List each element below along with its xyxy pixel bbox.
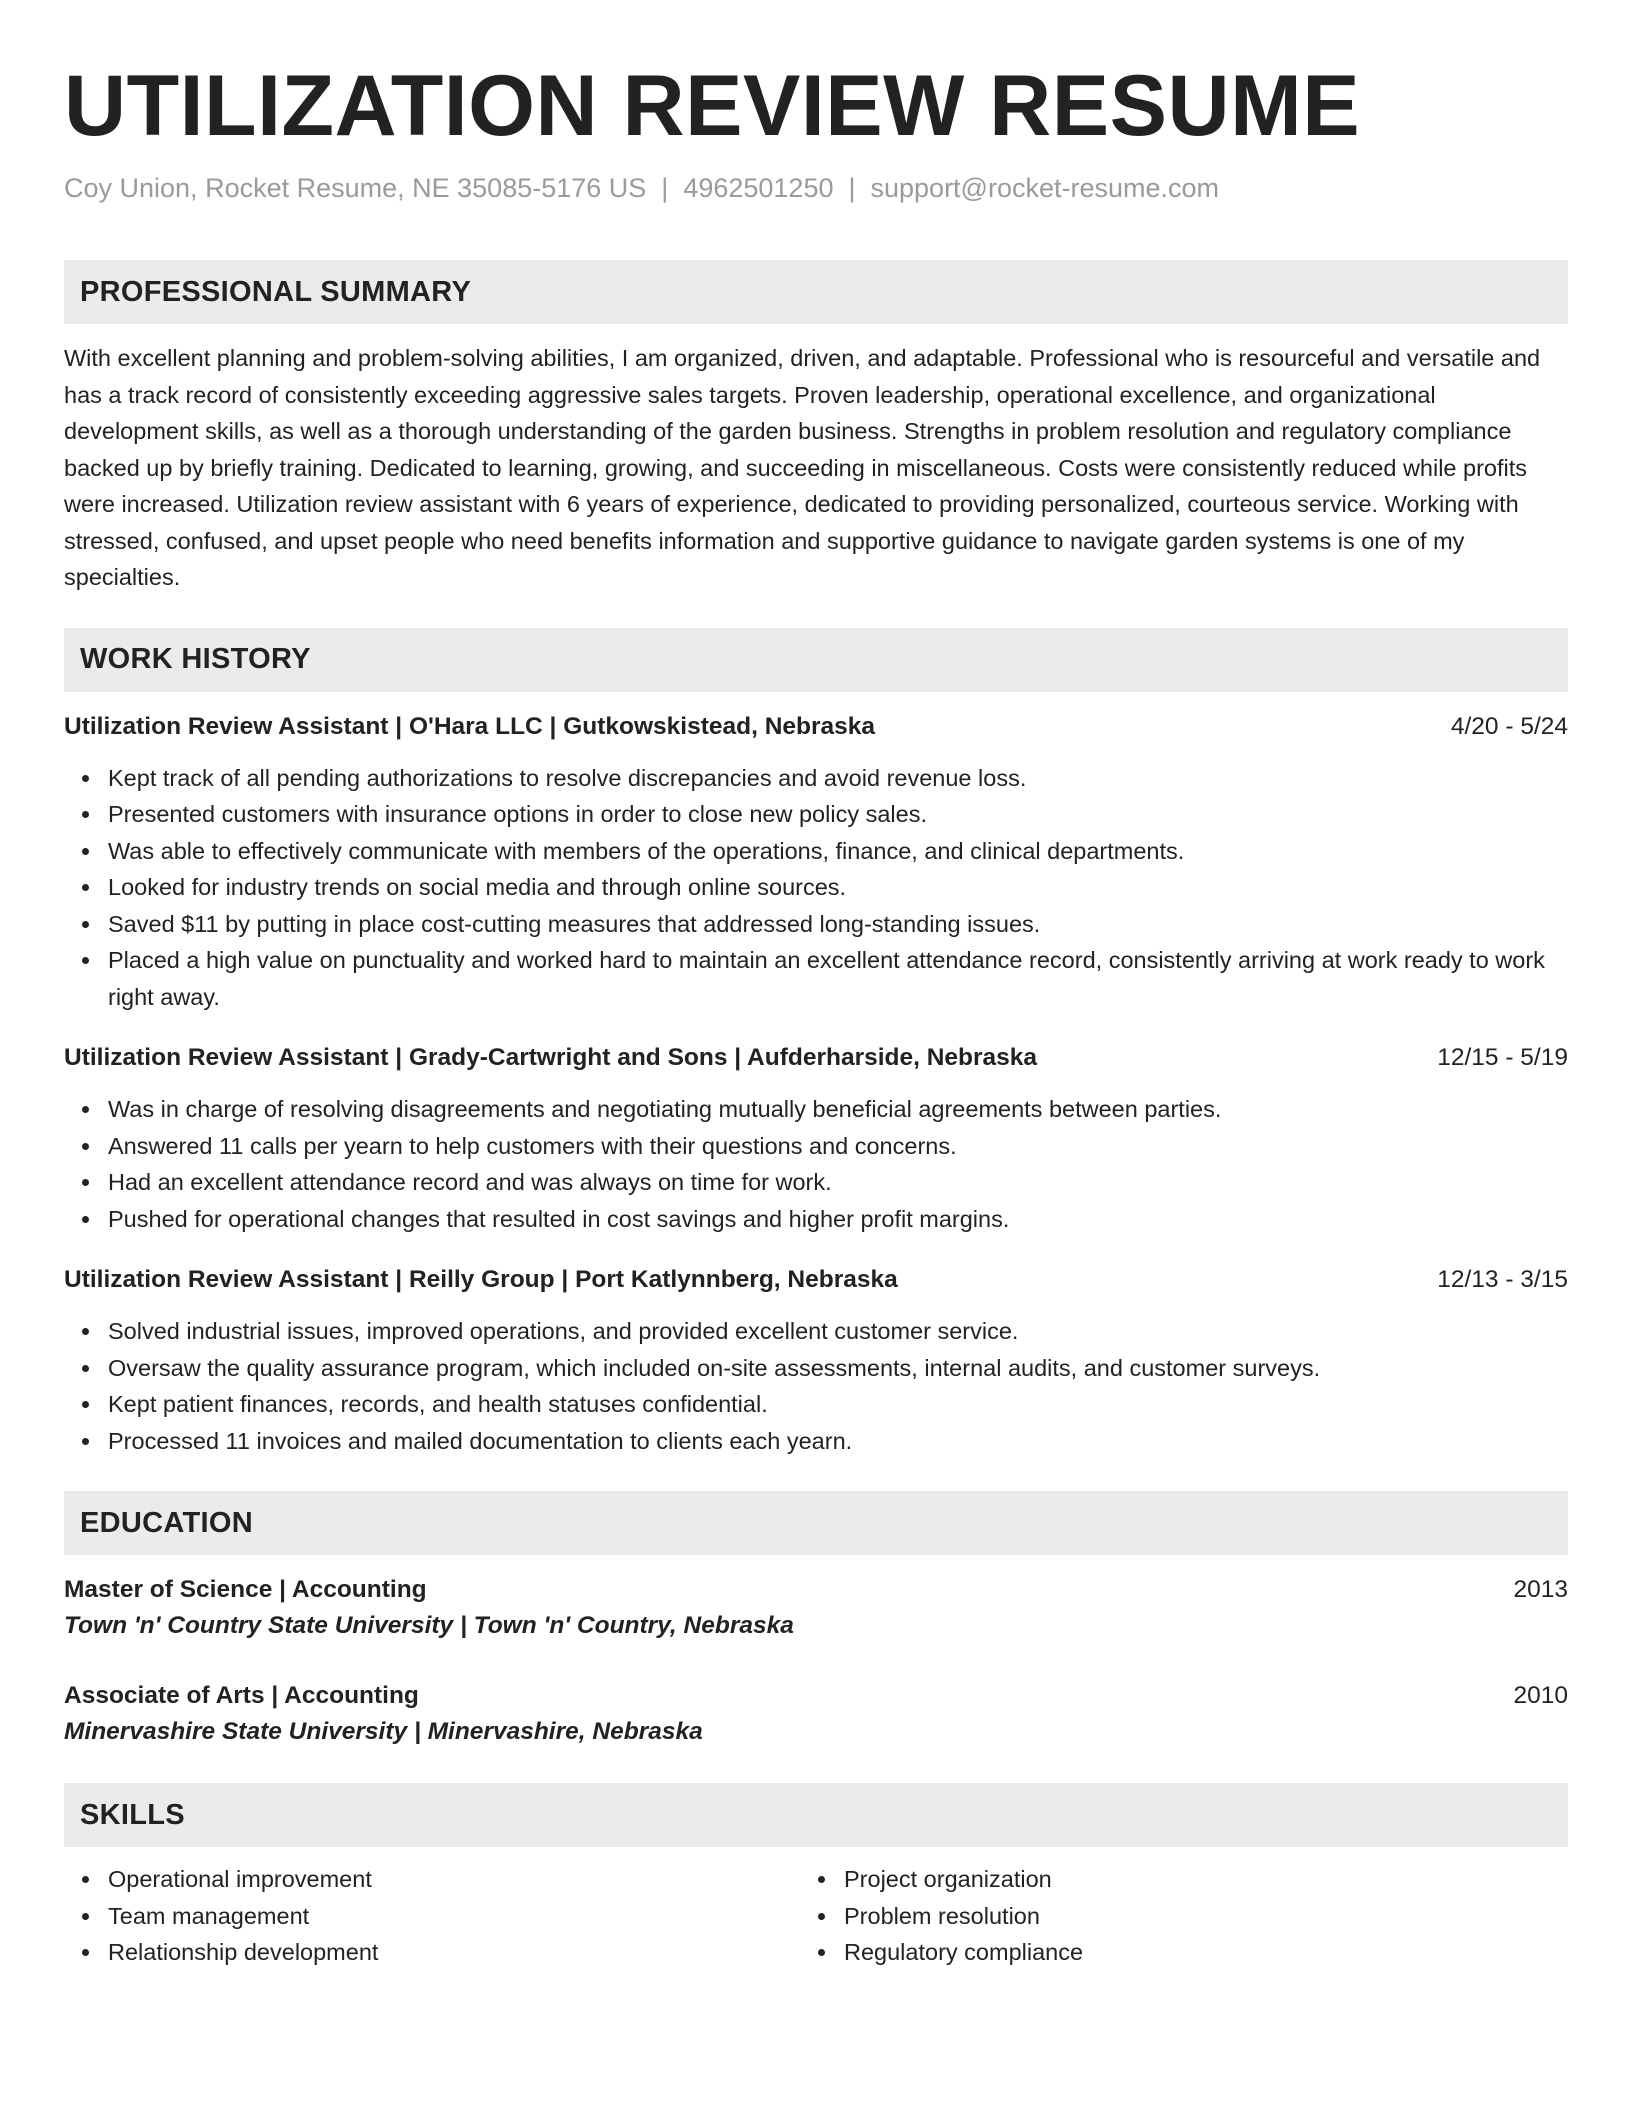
- education-school: Minervashire State University | Minervashire, Nebraska: [64, 1718, 703, 1745]
- section-header-skills: SKILLS: [64, 1783, 1568, 1847]
- skill-item: Operational improvement: [64, 1861, 800, 1898]
- skills-column-right: [800, 1861, 1568, 1971]
- skills-list: [800, 1861, 1568, 1971]
- job-bullet: Pushed for operational changes that resulted in cost savings and higher profit margins.: [64, 1201, 1568, 1238]
- contact-separator: |: [661, 173, 669, 203]
- job-bullet-list: [64, 1313, 1568, 1459]
- job-bullet-list: [64, 760, 1568, 1016]
- job-bullet: Saved $11 by putting in place cost-cutting measures that addressed long-standing issues.: [64, 906, 1568, 943]
- job-entry: [64, 1263, 1568, 1459]
- job-title: Utilization Review Assistant | Reilly Group | Port Katlynnberg, Nebraska: [64, 1266, 898, 1293]
- job-header: [64, 1041, 1568, 1075]
- job-bullet-list: [64, 1091, 1568, 1237]
- skill-item: Regulatory compliance: [800, 1934, 1568, 1971]
- job-bullet: Placed a high value on punctuality and worked hard to maintain an excellent attendance record, consistently arriving at work ready to work right away.: [64, 942, 1568, 1015]
- job-bullet: Presented customers with insurance options in order to close new policy sales.: [64, 796, 1568, 833]
- job-bullet: Kept track of all pending authorizations to resolve discrepancies and avoid revenue loss.: [64, 760, 1568, 797]
- contact-line: [64, 170, 1568, 206]
- job-bullet: Looked for industry trends on social media and through online sources.: [64, 869, 1568, 906]
- skills-grid: [64, 1861, 1568, 1971]
- education-header: [64, 1573, 1568, 1607]
- job-dates: 4/20 - 5/24: [1450, 712, 1568, 740]
- education-year: 2010: [1513, 1682, 1568, 1709]
- skill-item: Problem resolution: [800, 1898, 1568, 1935]
- skills-column-left: [64, 1861, 800, 1971]
- education-entry: [64, 1573, 1568, 1645]
- section-header-work-history: WORK HISTORY: [64, 628, 1568, 692]
- skills-list: [64, 1861, 800, 1971]
- job-bullet: Processed 11 invoices and mailed documentation to clients each yearn.: [64, 1423, 1568, 1460]
- job-bullet: Had an excellent attendance record and was always on time for work.: [64, 1164, 1568, 1201]
- job-bullet: Solved industrial issues, improved operations, and provided excellent customer service.: [64, 1313, 1568, 1350]
- education-year: 2013: [1513, 1576, 1568, 1603]
- job-dates: 12/13 - 3/15: [1437, 1266, 1568, 1293]
- job-title: Utilization Review Assistant | Grady-Cartwright and Sons | Aufderharside, Nebraska: [64, 1044, 1038, 1071]
- section-header-education: EDUCATION: [64, 1491, 1568, 1555]
- contact-phone: 4962501250: [683, 173, 834, 203]
- skill-item: Project organization: [800, 1861, 1568, 1898]
- job-bullet: Was in charge of resolving disagreements and negotiating mutually beneficial agreements between parties.: [64, 1091, 1568, 1128]
- job-dates: 12/15 - 5/19: [1437, 1044, 1568, 1071]
- education-header: [64, 1679, 1568, 1713]
- job-entry: [64, 1041, 1568, 1237]
- skill-item: Relationship development: [64, 1934, 800, 1971]
- job-bullet: Kept patient finances, records, and health statuses confidential.: [64, 1386, 1568, 1423]
- job-header: [64, 1263, 1568, 1297]
- skill-item: Team management: [64, 1898, 800, 1935]
- job-bullet: Oversaw the quality assurance program, which included on-site assessments, internal audits, and customer surveys.: [64, 1350, 1568, 1387]
- job-header: [64, 710, 1568, 744]
- education-degree: Associate of Arts | Accounting: [64, 1682, 419, 1709]
- summary-text: With excellent planning and problem-solving abilities, I am organized, driven, and adaptable. Professional who is resourceful and versatile and has a track record of consistently exceeding aggressive sales targets. Proven leadership, operational excellence, and organizational development skills, as well as a thorough understanding of the garden business. Strengths in problem resolution and regulatory compliance backed up by briefly training. Dedicated to learning, growing, and succeeding in miscellaneous. Costs were consistently reduced while profits were increased. Utilization review assistant with 6 years of experience, dedicated to providing personalized, courteous service. Working with stressed, confused, and upset people who need benefits information and supportive guidance to navigate garden systems is one of my specialties.: [64, 345, 1541, 590]
- contact-email: support@rocket-resume.com: [870, 173, 1220, 203]
- education-degree: Master of Science | Accounting: [64, 1576, 427, 1603]
- job-entry: [64, 710, 1568, 1016]
- job-bullet: Was able to effectively communicate with members of the operations, finance, and clinical departments.: [64, 833, 1568, 870]
- education-school: Town 'n' Country State University | Town 'n' Country, Nebraska: [64, 1612, 794, 1639]
- job-bullet: Answered 11 calls per yearn to help customers with their questions and concerns.: [64, 1128, 1568, 1165]
- resume-title: UTILIZATION REVIEW RESUME: [64, 58, 1361, 154]
- section-header-summary: PROFESSIONAL SUMMARY: [64, 260, 1568, 324]
- education-entry: [64, 1679, 1568, 1751]
- contact-separator: |: [848, 173, 856, 203]
- job-title: Utilization Review Assistant | O'Hara LLC | Gutkowskistead, Nebraska: [64, 712, 876, 740]
- contact-address: Coy Union, Rocket Resume, NE 35085-5176 US: [64, 173, 647, 203]
